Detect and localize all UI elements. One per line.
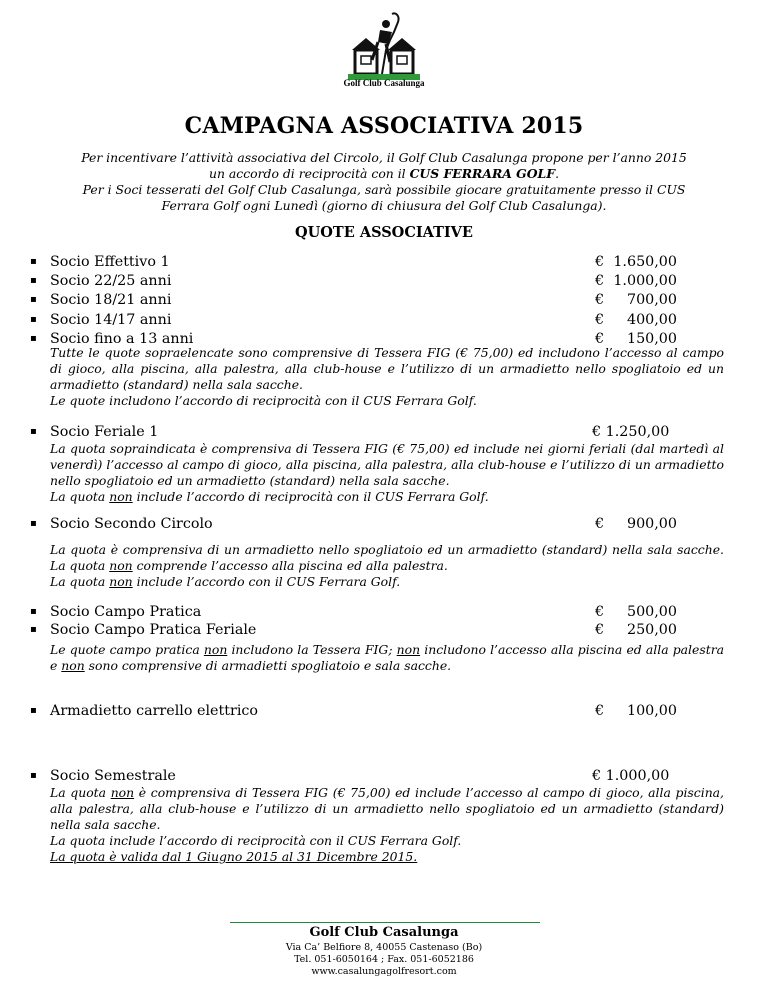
currency-symbol: €	[595, 311, 605, 328]
currency-symbol: €	[595, 516, 605, 532]
quote-row	[0, 311, 768, 329]
secondo-note: La quota è comprensiva di un armadietto nello spogliatoio ed un armadietto (standard) nella sala sacche. La quota non comprende l’accesso alla piscina ed alla palestra. La quota non include l’accordo con il CUS Ferrara Golf.	[50, 542, 724, 589]
quote-amount: 1.650,00	[613, 254, 677, 270]
validity-note: La quota è valida dal 1 Giugno 2015 al 31 Dicembre 2015.	[50, 849, 418, 864]
quote-label: Socio Campo Pratica Feriale	[50, 622, 257, 638]
semestrale-note: La quota non è comprensiva di Tessera FIG (€ 75,00) ed include l’accesso al campo di gioco, alla piscina, alla palestra, alla club-house e l’utilizzo di un armadietto nello spogliatoio ed un armadietto (standard) nella sala sacche. La quota include l’accordo di reciprocità con il CUS Ferrara Golf. La quota è valida dal 1 Giugno 2015 al 31 Dicembre 2015.	[50, 785, 724, 864]
quote-row	[0, 515, 768, 533]
section-heading: QUOTE ASSOCIATIVE	[295, 224, 473, 241]
currency-symbol: €	[595, 604, 605, 620]
cus-ferrara-emphasis: CUS FERRARA GOLF	[409, 166, 556, 181]
quote-label: Socio Feriale 1	[50, 424, 159, 440]
quote-amount: 150,00	[626, 330, 677, 347]
quote-label: Socio fino a 13 anni	[50, 330, 194, 347]
bullet-icon: ▪	[30, 332, 37, 344]
quote-amount: 250,00	[626, 622, 677, 638]
currency-symbol: €	[595, 622, 605, 638]
footer-phone: Tel. 051-6050164 ; Fax. 051-6052186	[294, 954, 474, 965]
intro-paragraph	[52, 150, 716, 214]
bullet-icon: ▪	[30, 606, 37, 617]
currency-symbol: €	[595, 703, 605, 719]
currency-symbol: €	[595, 330, 605, 347]
quote-label: Socio 14/17 anni	[50, 311, 172, 328]
feriale-note: La quota sopraindicata è comprensiva di Tessera FIG (€ 75,00) ed include nei giorni feriali (dal martedì al venerdì) l’accesso al campo di gioco, alla piscina, alla palestra, alla club-house e l’utilizzo di un armadietto nello spogliatoio ed un armadietto (standard) nella sala sacche. La quota non include l’accordo di reciprocità con il CUS Ferrara Golf.	[50, 441, 724, 504]
quote-amount: 900,00	[626, 516, 677, 532]
intro-line: Ferrara Golf ogni Lunedì (giorno di chiusura del Golf Club Casalunga).	[161, 198, 607, 213]
quote-amount: € 1.000,00	[592, 768, 670, 784]
logo-caption: Golf Club Casalunga	[343, 78, 425, 88]
quote-row	[0, 621, 768, 639]
quote-label: Armadietto carrello elettrico	[50, 703, 259, 719]
pratica-note: Le quote campo pratica non includono la Tessera FIG; non includono l’accesso alla piscina ed alla palestra e non sono comprensive di armadietti spogliatoio e sala sacche.	[50, 642, 725, 673]
bullet-icon: ▪	[30, 518, 37, 529]
bullet-icon: ▪	[30, 770, 37, 781]
quote-amount: 500,00	[626, 604, 677, 620]
quote-amount: 700,00	[626, 292, 677, 309]
quote-row	[0, 253, 768, 271]
quote-amount: € 1.250,00	[592, 424, 670, 440]
quote-amount: 100,00	[626, 703, 677, 719]
footer-divider	[230, 922, 540, 923]
quote-row	[0, 603, 768, 621]
quote-label: Socio Semestrale	[50, 768, 176, 784]
intro-line: Per incentivare l’attività associativa del Circolo, il Golf Club Casalunga propone per l’anno 2015	[81, 150, 687, 165]
bullet-icon: ▪	[30, 426, 37, 437]
bullet-icon: ▪	[30, 313, 37, 325]
quote-row	[0, 423, 768, 441]
quote-label: Socio 18/21 anni	[50, 292, 172, 309]
footer-website: www.casalungagolfresort.com	[311, 966, 457, 977]
quote-row	[0, 702, 768, 720]
currency-symbol: €	[595, 292, 605, 309]
currency-symbol: €	[595, 254, 605, 270]
bullet-icon: ▪	[30, 275, 37, 287]
bullet-icon: ▪	[30, 705, 37, 716]
quote-label: Socio Effettivo 1	[50, 254, 170, 270]
bullet-icon: ▪	[30, 624, 37, 635]
quote-label: Socio Secondo Circolo	[50, 516, 213, 532]
quote-amount: 400,00	[626, 311, 677, 328]
quote-amount: 1.000,00	[613, 273, 677, 290]
quote-row	[0, 767, 768, 785]
intro-line: un accordo di reciprocità con il CUS FERRARA GOLF.	[208, 166, 560, 181]
quote-label: Socio Campo Pratica	[50, 604, 202, 620]
quote-row	[0, 272, 768, 290]
footer-address: Via Ca’ Belfiore 8, 40055 Castenaso (Bo)	[285, 942, 483, 953]
bullet-icon: ▪	[30, 294, 37, 306]
footer-club-name: Golf Club Casalunga	[309, 925, 459, 940]
quote-label: Socio 22/25 anni	[50, 273, 172, 290]
currency-symbol: €	[595, 273, 605, 290]
quote-note: Tutte le quote sopraelencate sono comprensive di Tessera FIG (€ 75,00) ed includono l’accesso al campo di gioco, alla piscina, alla palestra, alla club-house e l’utilizzo di un armadietto nello spogliatoio ed un armadietto (standard) nella sala sacche. Le quote includono l’accordo di reciprocità con il CUS Ferrara Golf.	[50, 345, 724, 408]
intro-line: Per i Soci tesserati del Golf Club Casalunga, sarà possibile giocare gratuitamente presso il CUS	[82, 182, 686, 197]
bullet-icon: ▪	[30, 256, 37, 267]
page-title: CAMPAGNA ASSOCIATIVA 2015	[184, 113, 584, 139]
quote-row	[0, 291, 768, 309]
